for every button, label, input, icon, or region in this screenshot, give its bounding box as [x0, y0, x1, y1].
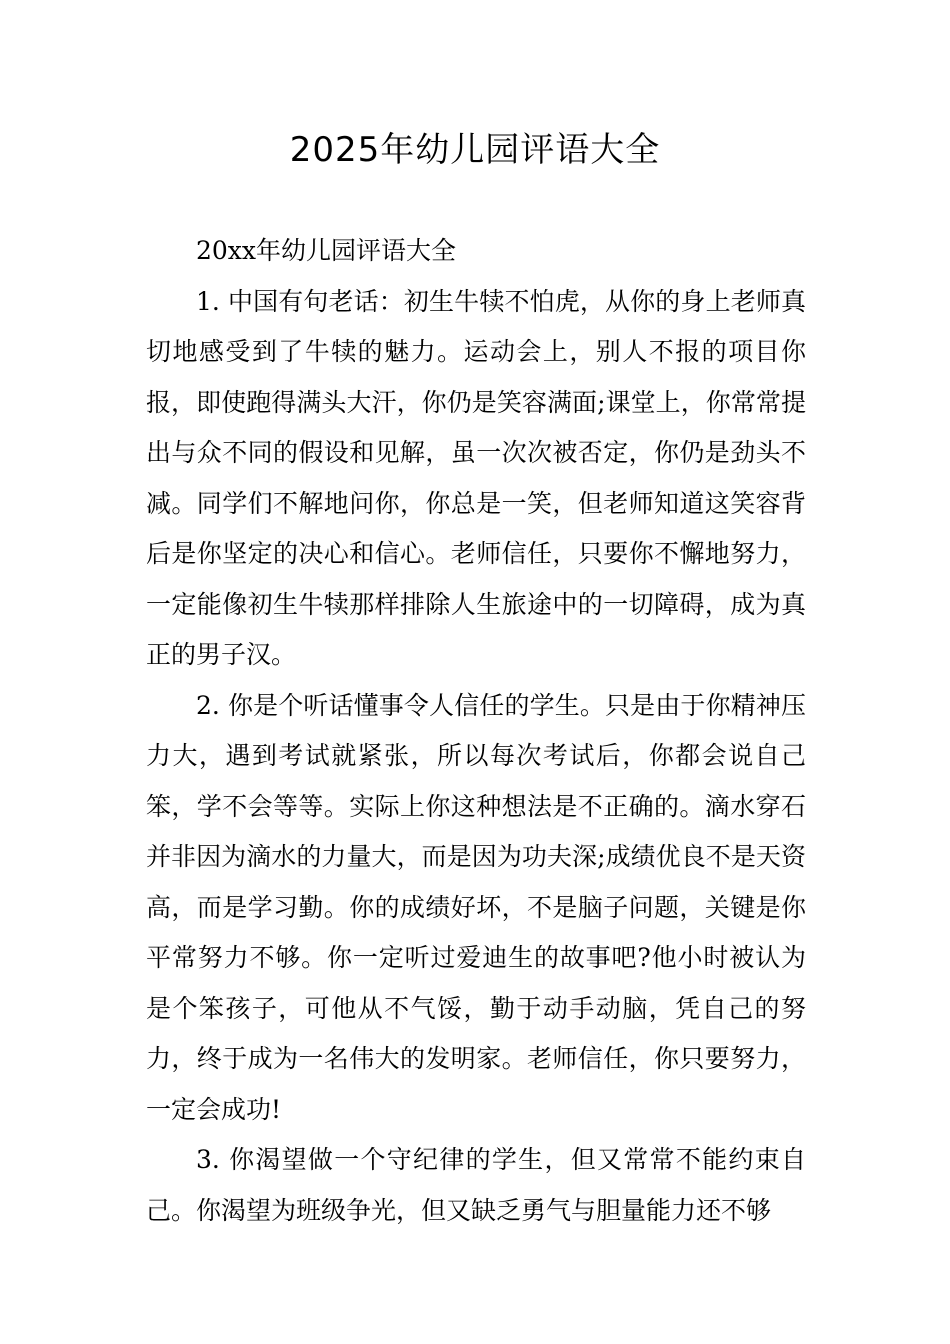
document-title: 2025年幼儿园评语大全: [289, 130, 661, 170]
paragraph-1: 1. 中国有句老话：初生牛犊不怕虎，从你的身上老师真切地感受到了牛犊的魅力。运动会上，别人不报的项目你报，即使跑得满头大汗，你仍是笑容满面;课堂上，你常常提出与众不同的假设和见解，虽一次次被否定，你仍是劲头不减。同学们不解地问你，你总是一笑，但老师知道这笑容背后是你坚定的决心和信心。老师信任，只要你不懈地努力，一定能像初生牛犊那样排除人生旅途中的一切障碍，成为真正的男子汉。: [146, 286, 806, 669]
document-subtitle: 20xx年幼儿园评语大全: [196, 236, 457, 265]
paragraph-3: 3. 你渴望做一个守纪律的学生，但又常常不能约束自己。你渴望为班级争光，但又缺乏勇气与胆量能力还不够: [146, 1145, 806, 1225]
paragraph-2: 2. 你是个听话懂事令人信任的学生。只是由于你精神压力大，遇到考试就紧张，所以每次考试后，你都会说自己笨，学不会等等。实际上你这种想法是不正确的。滴水穿石并非因为滴水的力量大，而是因为功夫深;成绩优良不是天资高，而是学习勤。你的成绩好坏，不是脑子问题，关键是你平常努力不够。你一定听过爱迪生的故事吧?他小时被认为是个笨孩子，可他从不气馁，勤于动手动脑，凭自己的努力，终于成为一名伟大的发明家。老师信任，你只要努力，一定会成功!: [146, 690, 806, 1124]
document-body: [146, 226, 806, 1236]
